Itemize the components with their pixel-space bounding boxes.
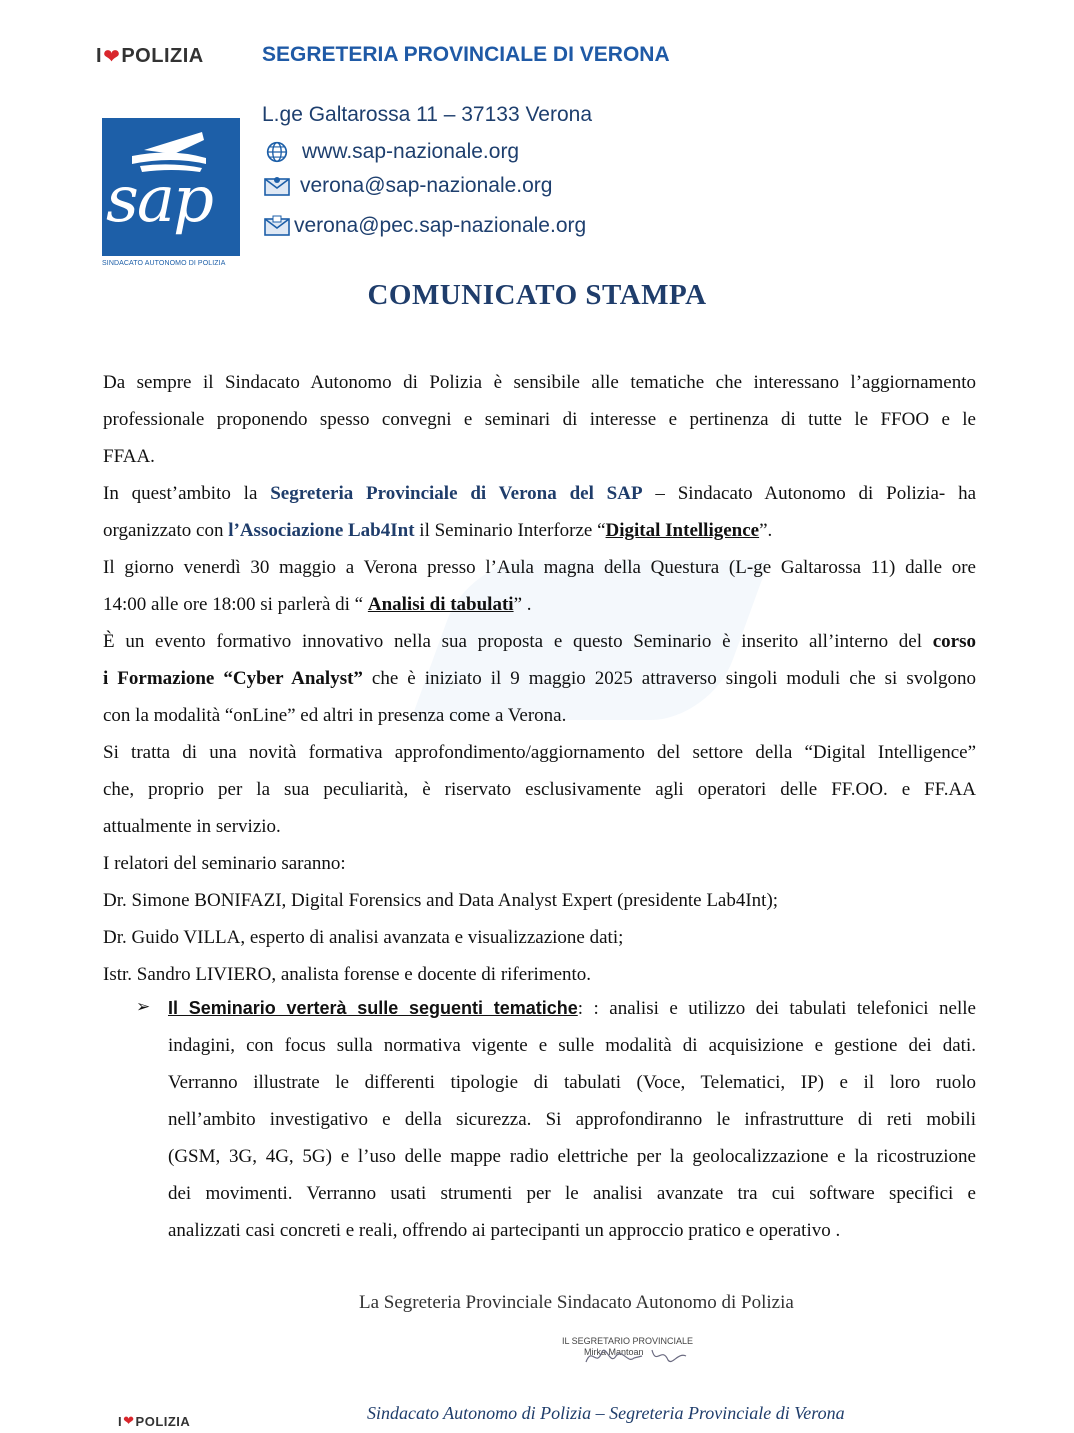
sap-logo bbox=[102, 118, 240, 256]
logo-letter: I bbox=[96, 45, 103, 67]
address-text: L.ge Galtarossa 11 – 37133 Verona bbox=[262, 103, 593, 126]
text-line bbox=[168, 990, 976, 1027]
topics-bullet bbox=[168, 990, 976, 1249]
text-run: organizzato con bbox=[103, 520, 229, 541]
sap-logo-text: sap bbox=[106, 163, 212, 237]
speakers-intro: I relatori del seminario saranno: bbox=[103, 853, 346, 874]
text-line: dei movimenti. Verranno usati strumenti per le analisi avanzate tra cui software specifici e bbox=[168, 1183, 976, 1204]
stamp-title: IL SEGRETARIO PROVINCIALE bbox=[562, 1336, 694, 1346]
text-run: È un evento formativo innovativo nella sua proposta e questo Seminario è inserito all’interno del bbox=[103, 631, 933, 652]
text-line: analizzati casi concreti e reali, offrendo ai partecipanti un approccio pratico e operativo . bbox=[168, 1220, 841, 1241]
course-name: i Formazione “Cyber Analyst” bbox=[103, 668, 363, 689]
text-line: Si tratta di una novità formativa approfondimento/aggiornamento del settore della “Digital Intelligence” bbox=[103, 742, 976, 763]
bullet-marker: ➢ bbox=[136, 997, 151, 1017]
text-line bbox=[103, 475, 976, 512]
text-run: il Seminario Interforze “ bbox=[414, 520, 606, 541]
email-link[interactable]: verona@sap-nazionale.org bbox=[300, 174, 553, 197]
email-line bbox=[264, 174, 552, 198]
website-line bbox=[264, 140, 519, 164]
text-line: Il giorno venerdì 30 maggio a Verona presso l’Aula magna della Questura (L-ge Galtarossa 11) dalle ore bbox=[103, 557, 976, 578]
header-title: SEGRETERIA PROVINCIALE DI VERONA bbox=[262, 43, 670, 66]
text-run: 14:00 alle ore 18:00 si parlerà di “ bbox=[103, 594, 368, 615]
address-line bbox=[262, 103, 592, 127]
text-line: (GSM, 3G, 4G, 5G) e l’uso delle mappe radio elettriche per la geolocalizzazione e la ricostruzione bbox=[168, 1146, 976, 1167]
i-love-polizia-logo bbox=[96, 44, 204, 69]
signature-stamp bbox=[562, 1336, 712, 1358]
text-line: indagini, con focus sulla normativa vigente e sulle modalità di acquisizione e gestione dei dati. bbox=[168, 1035, 976, 1056]
text-line: Verranno illustrate le differenti tipologie di tabulati (Voce, Telematici, IP) e il loro ruolo bbox=[168, 1072, 976, 1093]
footer-polizia-logo bbox=[118, 1413, 190, 1429]
logo-word: POLIZIA bbox=[121, 45, 204, 67]
handwritten-signature bbox=[582, 1344, 692, 1368]
text-run: ” . bbox=[513, 594, 532, 615]
text-run: ”. bbox=[759, 520, 773, 541]
association-name: l’Associazione Lab4Int bbox=[228, 520, 415, 541]
footer-text: Sindacato Autonomo di Polizia – Segreteria Provinciale di Verona bbox=[367, 1403, 845, 1423]
logo-word: POLIZIA bbox=[135, 1413, 191, 1429]
text-line bbox=[103, 512, 976, 549]
text-line bbox=[103, 623, 976, 660]
heart-icon: ❤ bbox=[123, 1413, 135, 1428]
text-line: Da sempre il Sindacato Autonomo di Polizia è sensibile alle tematiche che interessano l’aggiornamento bbox=[103, 372, 976, 393]
heart-icon: ❤ bbox=[103, 46, 121, 68]
document-body bbox=[103, 364, 976, 993]
seminar-name: Digital Intelligence bbox=[605, 520, 760, 541]
text-line: attualmente in servizio. bbox=[103, 816, 281, 837]
topic-name: Analisi di tabulati bbox=[367, 594, 514, 615]
stamp-name: Mirka Mantoan bbox=[584, 1347, 644, 1357]
text-line: che, proprio per la sua peculiarità, è riservato esclusivamente agli operatori delle FF.OO. e FF.AA bbox=[103, 779, 976, 800]
text-line bbox=[103, 586, 976, 623]
speaker-item: Istr. Sandro LIVIERO, analista forense e docente di riferimento. bbox=[103, 964, 592, 985]
text-run: che è iniziato il 9 maggio 2025 attraverso singoli moduli che si svolgono bbox=[362, 668, 976, 689]
text-line: FFAA. bbox=[103, 446, 155, 467]
document-title: COMUNICATO STAMPA bbox=[367, 279, 707, 311]
course-word: corso bbox=[932, 631, 976, 652]
sap-caption: SINDACATO AUTONOMO DI POLIZIA bbox=[102, 260, 226, 267]
pec-link[interactable]: verona@pec.sap-nazionale.org bbox=[294, 214, 587, 237]
text-run: In quest’ambito la bbox=[103, 483, 271, 504]
text-line bbox=[103, 660, 976, 697]
text-run: – Sindacato Autonomo di Polizia- ha bbox=[642, 483, 977, 504]
email-icon bbox=[264, 175, 290, 197]
segreteria-name: Segreteria Provinciale di Verona del SAP bbox=[270, 483, 643, 504]
pec-mail-icon bbox=[264, 215, 290, 237]
text-line: nell’ambito investigativo e della sicurezza. Si approfondiranno le infrastrutture di reti mobili bbox=[168, 1109, 976, 1130]
text-line: professionale proponendo spesso convegni e seminari di interesse e pertinenza di tutte le FFOO e le bbox=[103, 409, 976, 430]
speaker-item: Dr. Simone BONIFAZI, Digital Forensics and Data Analyst Expert (presidente Lab4Int); bbox=[103, 890, 779, 911]
speaker-item: Dr. Guido VILLA, esperto di analisi avanzata e visualizzazione dati; bbox=[103, 927, 624, 948]
text-run: : : analisi e utilizzo dei tabulati telefonici nelle bbox=[577, 998, 976, 1019]
pec-line bbox=[264, 214, 586, 238]
logo-letter: I bbox=[118, 1413, 123, 1429]
text-line: con la modalità “onLine” ed altri in presenza come a Verona. bbox=[103, 705, 567, 726]
topics-heading: Il Seminario verterà sulle seguenti tematiche bbox=[168, 998, 578, 1018]
website-link[interactable]: www.sap-nazionale.org bbox=[302, 140, 520, 163]
closing-line: La Segreteria Provinciale Sindacato Autonomo di Polizia bbox=[359, 1292, 794, 1313]
globe-icon bbox=[264, 141, 290, 163]
